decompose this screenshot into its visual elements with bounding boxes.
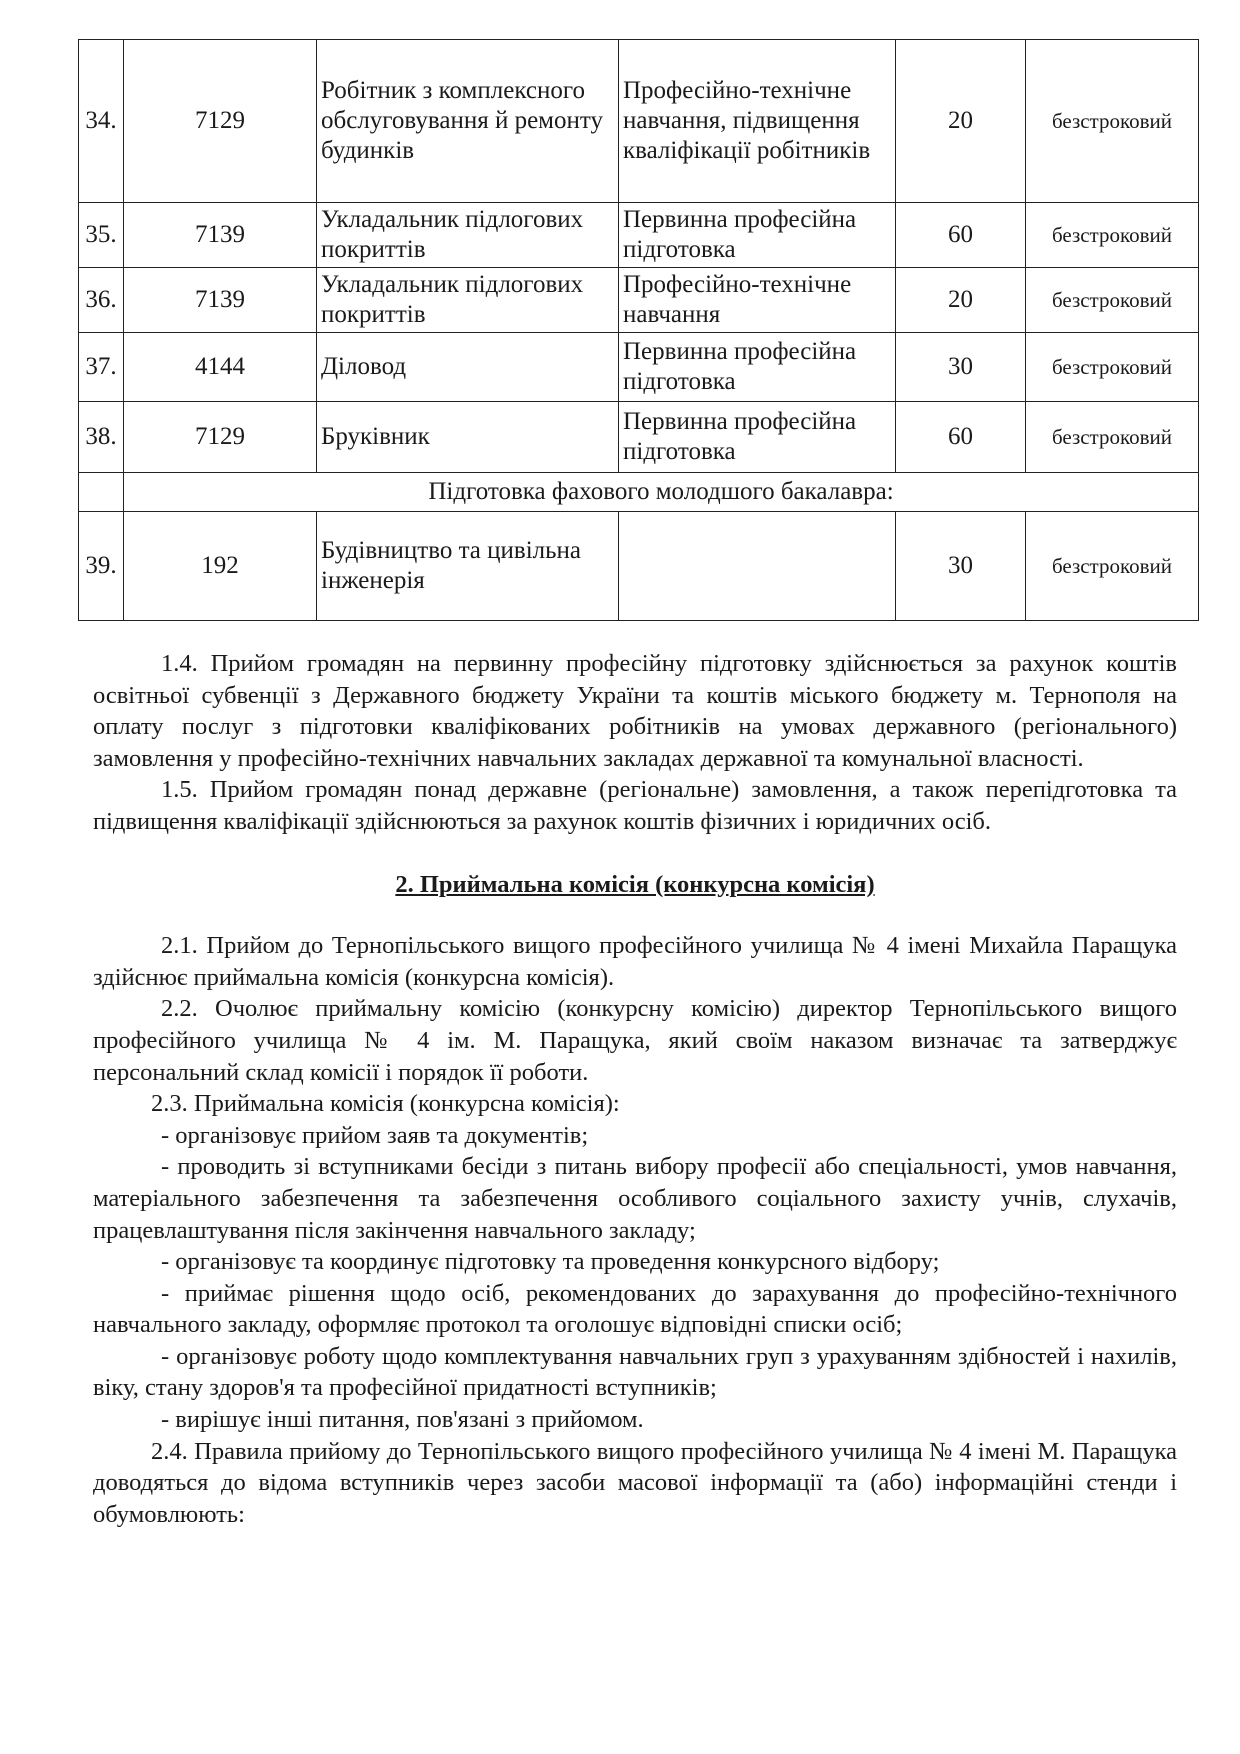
row-number: 34. <box>79 40 124 203</box>
list-item: - приймає рішення щодо осіб, рекомендованих до зарахування до професійно-технічного навчального закладу, оформляє протокол та оголошує відповідні списки осіб; <box>93 1279 1177 1339</box>
paragraph-1-5: 1.5. Прийом громадян понад державне (регіональне) замовлення, а також перепідготовка та підвищення кваліфікації здійснюються за рахунок коштів фізичних і юридичних осіб. <box>93 776 1177 835</box>
specialty-name: Будівництво та цивільна інженерія <box>317 512 619 621</box>
paragraph-2-4: 2.4. Правила прийому до Тернопільського вищого професійного училища № 4 імені М. Паращука доводяться до відома вступників через засоби масової інформації та (або) інформаційні стенди і обумовлюють: <box>93 1437 1177 1528</box>
license-volume: 20 <box>896 40 1026 203</box>
table-row <box>79 402 1199 473</box>
license-volume: 60 <box>896 203 1026 268</box>
license-term: безстроковий <box>1026 333 1199 402</box>
table-row <box>79 512 1199 621</box>
table-row <box>79 40 1199 203</box>
row-number: 37. <box>79 333 124 402</box>
professions-table <box>78 39 1199 621</box>
profession-code: 7129 <box>124 40 317 203</box>
license-term: безстроковий <box>1026 268 1199 333</box>
list-item: - організовує та координує підготовку та проведення конкурсного відбору; <box>161 1248 940 1276</box>
body-text <box>93 648 1177 1530</box>
license-term: безстроковий <box>1026 402 1199 473</box>
empty-cell <box>79 473 124 512</box>
license-term: безстроковий <box>1026 512 1199 621</box>
profession-code: 7129 <box>124 402 317 473</box>
training-form: Первинна професійна підготовка <box>619 402 896 473</box>
license-volume: 30 <box>896 333 1026 402</box>
row-number: 35. <box>79 203 124 268</box>
table-row <box>79 268 1199 333</box>
row-number: 36. <box>79 268 124 333</box>
paragraph-2-2: 2.2. Очолює приймальну комісію (конкурсну комісію) директор Тернопільського вищого професійного училища № 4 ім. М. Паращука, який своїм наказом визначає та затверджує персональний склад комісії і порядок її роботи. <box>93 995 1177 1086</box>
training-form: Первинна професійна підготовка <box>619 333 896 402</box>
license-volume: 20 <box>896 268 1026 333</box>
profession-name: Укладальник підлогових покриттів <box>317 268 619 333</box>
training-form: Первинна професійна підготовка <box>619 203 896 268</box>
paragraph-2-3: 2.3. Приймальна комісія (конкурсна комісія): <box>151 1090 620 1118</box>
profession-code: 4144 <box>124 333 317 402</box>
license-volume: 60 <box>896 402 1026 473</box>
profession-code: 7139 <box>124 268 317 333</box>
license-term: безстроковий <box>1026 40 1199 203</box>
profession-name: Укладальник підлогових покриттів <box>317 203 619 268</box>
training-form: Професійно-технічне навчання <box>619 268 896 333</box>
training-form: Професійно-технічне навчання, підвищення кваліфікації робітників <box>619 40 896 203</box>
paragraph-1-4: 1.4. Прийом громадян на первинну професійну підготовку здійснюється за рахунок коштів освітньої субвенції з Державного бюджету України та коштів міського бюджету м. Тернополя на оплату послуг з підготовки кваліфікованих робітників на умовах державного (регіонального) замовлення у професійно-технічних навчальних закладах державної та комунальної власності. <box>93 650 1177 772</box>
list-item: - вирішує інші питання, пов'язані з прийомом. <box>161 1406 644 1434</box>
list-item: - проводить зі вступниками бесіди з питань вибору професії або спеціальності, умов навчання, матеріального забезпечення та забезпечення особливого соціального захисту учнів, слухачів, працевлаштування після закінчення навчального закладу; <box>93 1153 1177 1244</box>
specialty-code: 192 <box>124 512 317 621</box>
license-volume: 30 <box>896 512 1026 621</box>
profession-code: 7139 <box>124 203 317 268</box>
row-number: 38. <box>79 402 124 473</box>
profession-name: Бруківник <box>317 402 619 473</box>
row-number: 39. <box>79 512 124 621</box>
paragraph-2-1: 2.1. Прийом до Тернопільського вищого професійного училища № 4 імені Михайла Паращука здійснює приймальна комісія (конкурсна комісія). <box>93 932 1177 991</box>
table-row <box>79 333 1199 402</box>
list-item: - організовує роботу щодо комплектування навчальних груп з урахуванням здібностей і нахилів, віку, стану здоров'я та професійної придатності вступників; <box>93 1342 1177 1402</box>
profession-name: Робітник з комплексного обслуговування й ремонту будинків <box>317 40 619 203</box>
profession-name: Діловод <box>317 333 619 402</box>
list-item: - організовує прийом заяв та документів; <box>161 1121 589 1149</box>
section-title: Підготовка фахового молодшого бакалавра: <box>124 473 1199 512</box>
table-row <box>79 203 1199 268</box>
table-section-row <box>79 473 1199 512</box>
training-form <box>619 512 896 621</box>
license-term: безстроковий <box>1026 203 1199 268</box>
section-heading: 2. Приймальна комісія (конкурсна комісія) <box>395 870 875 898</box>
